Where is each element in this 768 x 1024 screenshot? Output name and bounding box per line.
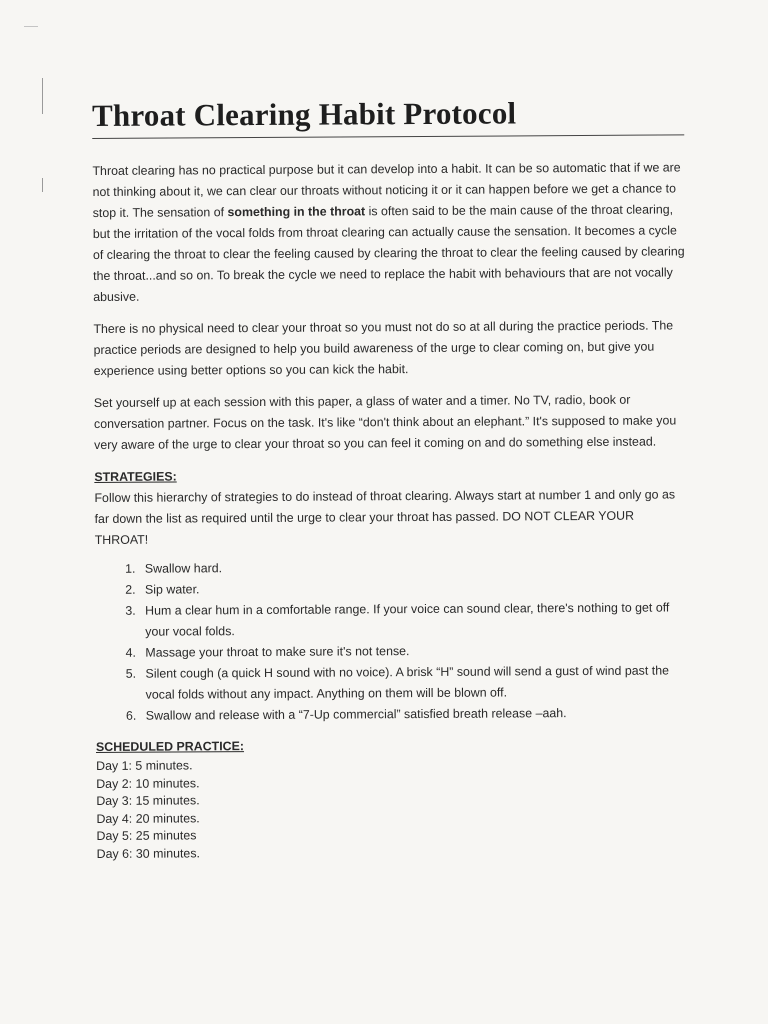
intro-text-2: is often said to be the main cause of the throat clearing, but the irritation of the vocal folds from throat clearing can actually cause the sensation. It becomes a cycle of clearing the throat to clear the feeling caused by clearing the throat to clear the feeling caused by clearing the throat...and so on. To break the cycle we need to replace the habit with behaviours that are not vocally abusive. [92, 202, 685, 304]
practice-schedule [96, 754, 689, 863]
strategies-list [95, 555, 688, 727]
practice-day: Day 1: 5 minutes. [96, 758, 193, 773]
practice-day: Day 2: 10 minutes. [96, 775, 200, 791]
practice-need-paragraph: There is no physical need to clear your throat so you must not do so at all during the practice periods. The practice periods are designed to help you build awareness of the urge to clear coming on, but give you experience using better options so you can kick the habit. [93, 318, 674, 378]
practice-day: Day 3: 15 minutes. [96, 793, 200, 808]
scan-mark [24, 26, 38, 27]
intro-text-1: Throat clearing has no practical purpose but it can develop into a habit. It can be so automatic that if we are not thinking about it, we can clear our throats without noticing it or it can happen before we get a chance to stop it. The sensation of [92, 160, 681, 220]
strategy-item: 5. Silent cough (a quick H sound with no voice). A brisk “H” sound will send a gust of wind past the vocal folds without any impact. Anything on them will be blown off. [139, 660, 687, 705]
strategy-item: 1. Swallow hard. [139, 555, 687, 579]
scan-mark [42, 78, 43, 114]
document-page [92, 92, 689, 863]
page-title: Throat Clearing Habit Protocol [92, 95, 517, 133]
strategy-item: 4. Massage your throat to make sure it's not tense. [139, 639, 687, 663]
strategy-item: 6. Swallow and release with a “7-Up commercial” satisfied breath release –aah. [140, 702, 688, 726]
practice-day: Day 4: 20 minutes. [96, 810, 200, 826]
strategy-item: 2. Sip water. [139, 576, 687, 600]
strategies-intro: Follow this hierarchy of strategies to do instead of throat clearing. Always start at number 1 and only go as far down the list as required until the urge to clear your throat has passed. DO NOT CLEAR YOUR THROAT! [94, 487, 676, 547]
practice-day: Day 6: 30 minutes. [96, 845, 200, 861]
intro-bold-phrase: something in the throat [227, 204, 366, 220]
setup-paragraph: Set yourself up at each session with this paper, a glass of water and a timer. No TV, radio, book or conversation partner. Focus on the task. It's like “don't think about an elephant.” It's supposed to make you very aware of the urge to clear your throat so you can feel it coming on and do something else instead. [93, 392, 677, 452]
scan-mark [42, 178, 43, 192]
practice-heading: SCHEDULED PRACTICE: [95, 739, 245, 754]
practice-day: Day 5: 25 minutes [96, 828, 197, 843]
intro-paragraph [92, 157, 685, 308]
strategies-heading: STRATEGIES: [94, 469, 177, 484]
strategy-item: 3. Hum a clear hum in a comfortable range. If your voice can sound clear, there's nothing to get off your vocal folds. [139, 597, 687, 642]
